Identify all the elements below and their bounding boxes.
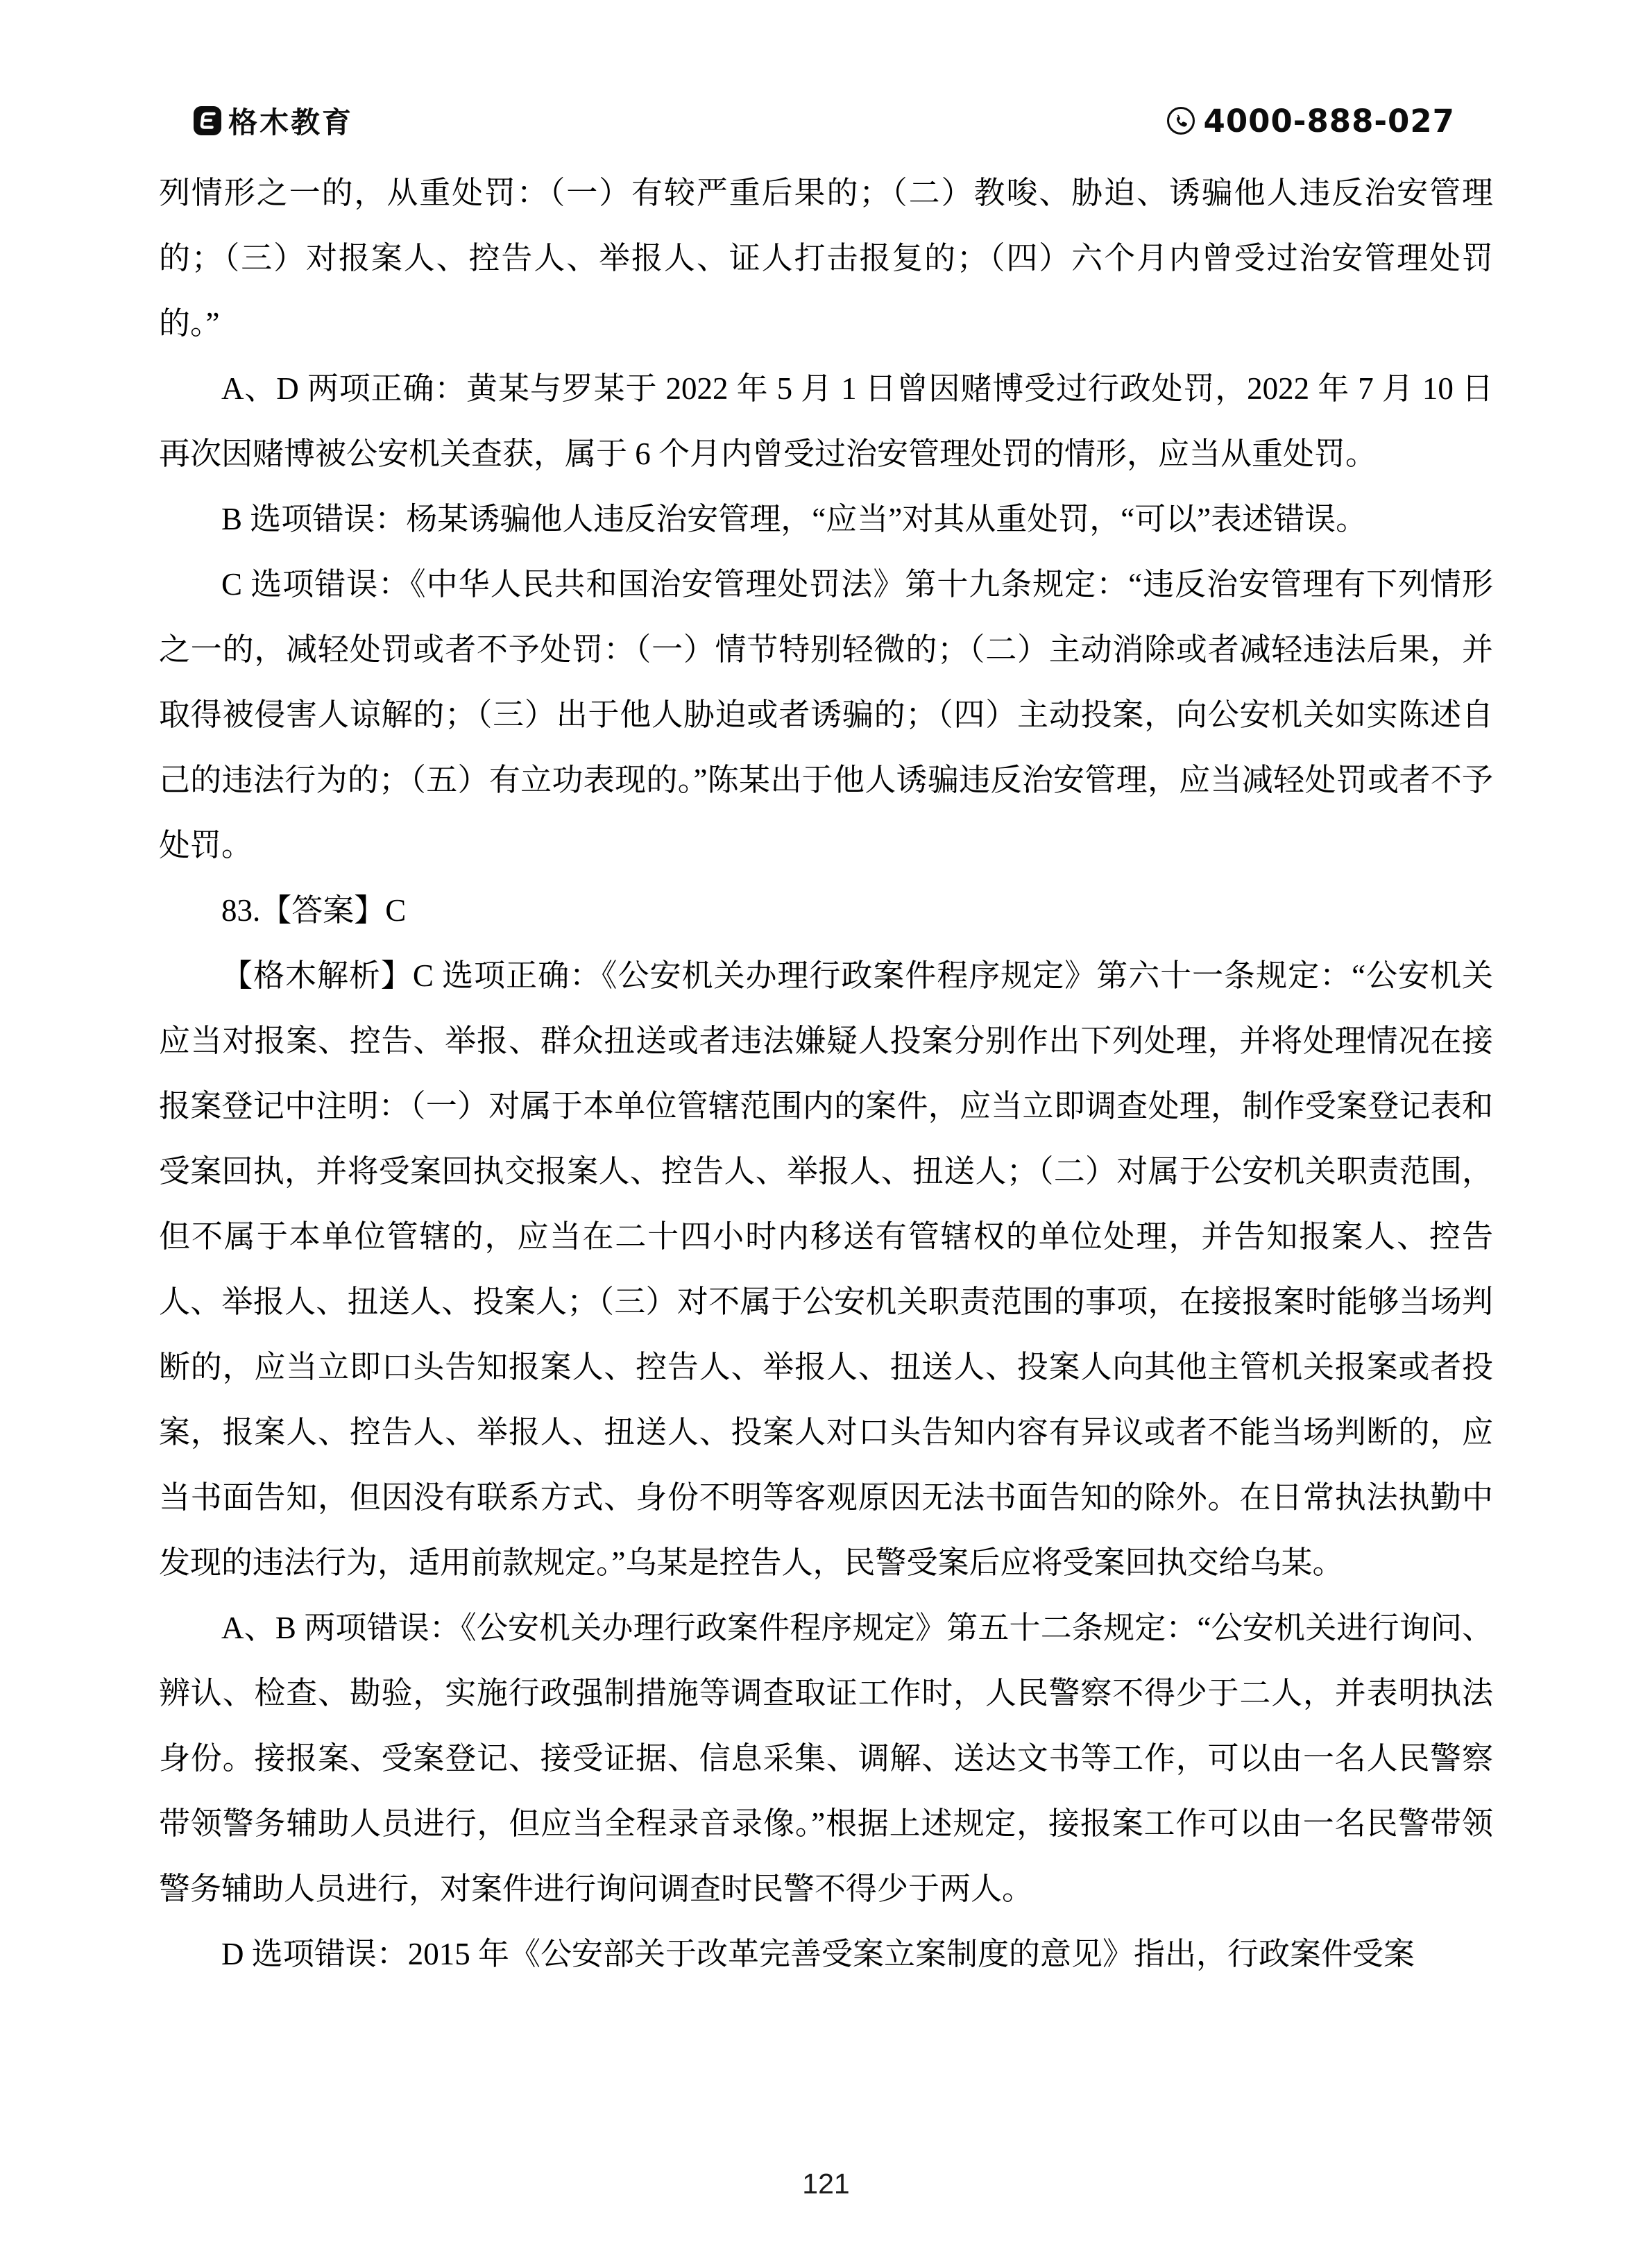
brand-name: 格木教育 <box>228 106 354 139</box>
phone-icon <box>1166 105 1196 136</box>
body-paragraph: A、B 两项错误：《公安机关办理行政案件程序规定》第五十二条规定：“公安机关进行询问、辨认、检查、勘验，实施行政强制措施等调查取证工作时，人民警察不得少于二人，并表明执法身份。接报案、受案登记、接受证据、信息采集、调解、送达文书等工作，可以由一名人民警察带领警务辅助人员进行，但应当全程录音录像。”根据上述规定，接报案工作可以由一名民警带领警务辅助人员进行，对案件进行询问调查时民警不得少于两人。 <box>159 1611 1493 1906</box>
body-paragraph: 83.【答案】C <box>221 893 407 928</box>
body-paragraph: 列情形之一的，从重处罚：（一）有较严重后果的；（二）教唆、胁迫、诱骗他人违反治安管理的；（三）对报案人、控告人、举报人、证人打击报复的；（四）六个月内曾受过治安管理处罚的。” <box>159 176 1493 341</box>
body-paragraph: B 选项错误：杨某诱骗他人违反治安管理，“应当”对其从重处罚，“可以”表述错误。 <box>221 502 1368 536</box>
page-number: 121 <box>802 2168 850 2200</box>
page-footer <box>0 2168 1652 2200</box>
body-paragraph: 【格木解析】C 选项正确：《公安机关办理行政案件程序规定》第六十一条规定：“公安机关应当对报案、控告、举报、群众扭送或者违法嫌疑人投案分别作出下列处理，并将处理情况在接报案登记中注明：（一）对属于本单位管辖范围内的案件，应当立即调查处理，制作受案登记表和受案回执，并将受案回执交报案人、控告人、举报人、扭送人；（二）对属于公安机关职责范围，但不属于本单位管辖的，应当在二十四小时内移送有管辖权的单位处理，并告知报案人、控告人、举报人、扭送人、投案人；（三）对不属于公安机关职责范围的事项，在接报案时能够当场判断的，应当立即口头告知报案人、控告人、举报人、扭送人、投案人向其他主管机关报案或者投案，报案人、控告人、举报人、扭送人、投案人对口头告知内容有异议或者不能当场判断的，应当书面告知，但因没有联系方式、身份不明等客观原因无法书面告知的除外。在日常执法执勤中发现的违法行为，适用前款规定。”乌某是控告人，民警受案后应将受案回执交给乌某。 <box>159 958 1493 1580</box>
body-paragraph: C 选项错误：《中华人民共和国治安管理处罚法》第十九条规定：“违反治安管理有下列情形之一的，减轻处罚或者不予处罚：（一）情节特别轻微的；（二）主动消除或者减轻违法后果，并取得被侵害人谅解的；（三）出于他人胁迫或者诱骗的；（四）主动投案，向公安机关如实陈述自己的违法行为的；（五）有立功表现的。”陈某出于他人诱骗违反治安管理，应当减轻处罚或者不予处罚。 <box>159 567 1493 863</box>
phone-number: 4000-888-027 <box>1203 102 1455 139</box>
brand-logo <box>193 100 353 142</box>
body-paragraph: A、D 两项正确：黄某与罗某于 2022 年 5 月 1 日曾因赌博受过行政处罚，2022 年 7 月 10 日再次因赌博被公安机关查获，属于 6 个月内曾受过治安管理处罚的情形，应当从重处罚。 <box>159 371 1493 471</box>
contact-phone <box>1166 103 1455 139</box>
page-header <box>193 101 1455 140</box>
gemu-logo-icon <box>193 105 222 137</box>
body-paragraph: D 选项错误：2015 年《公安部关于改革完善受案立案制度的意见》指出，行政案件受案 <box>221 1937 1415 1971</box>
document-body <box>159 160 1493 1987</box>
